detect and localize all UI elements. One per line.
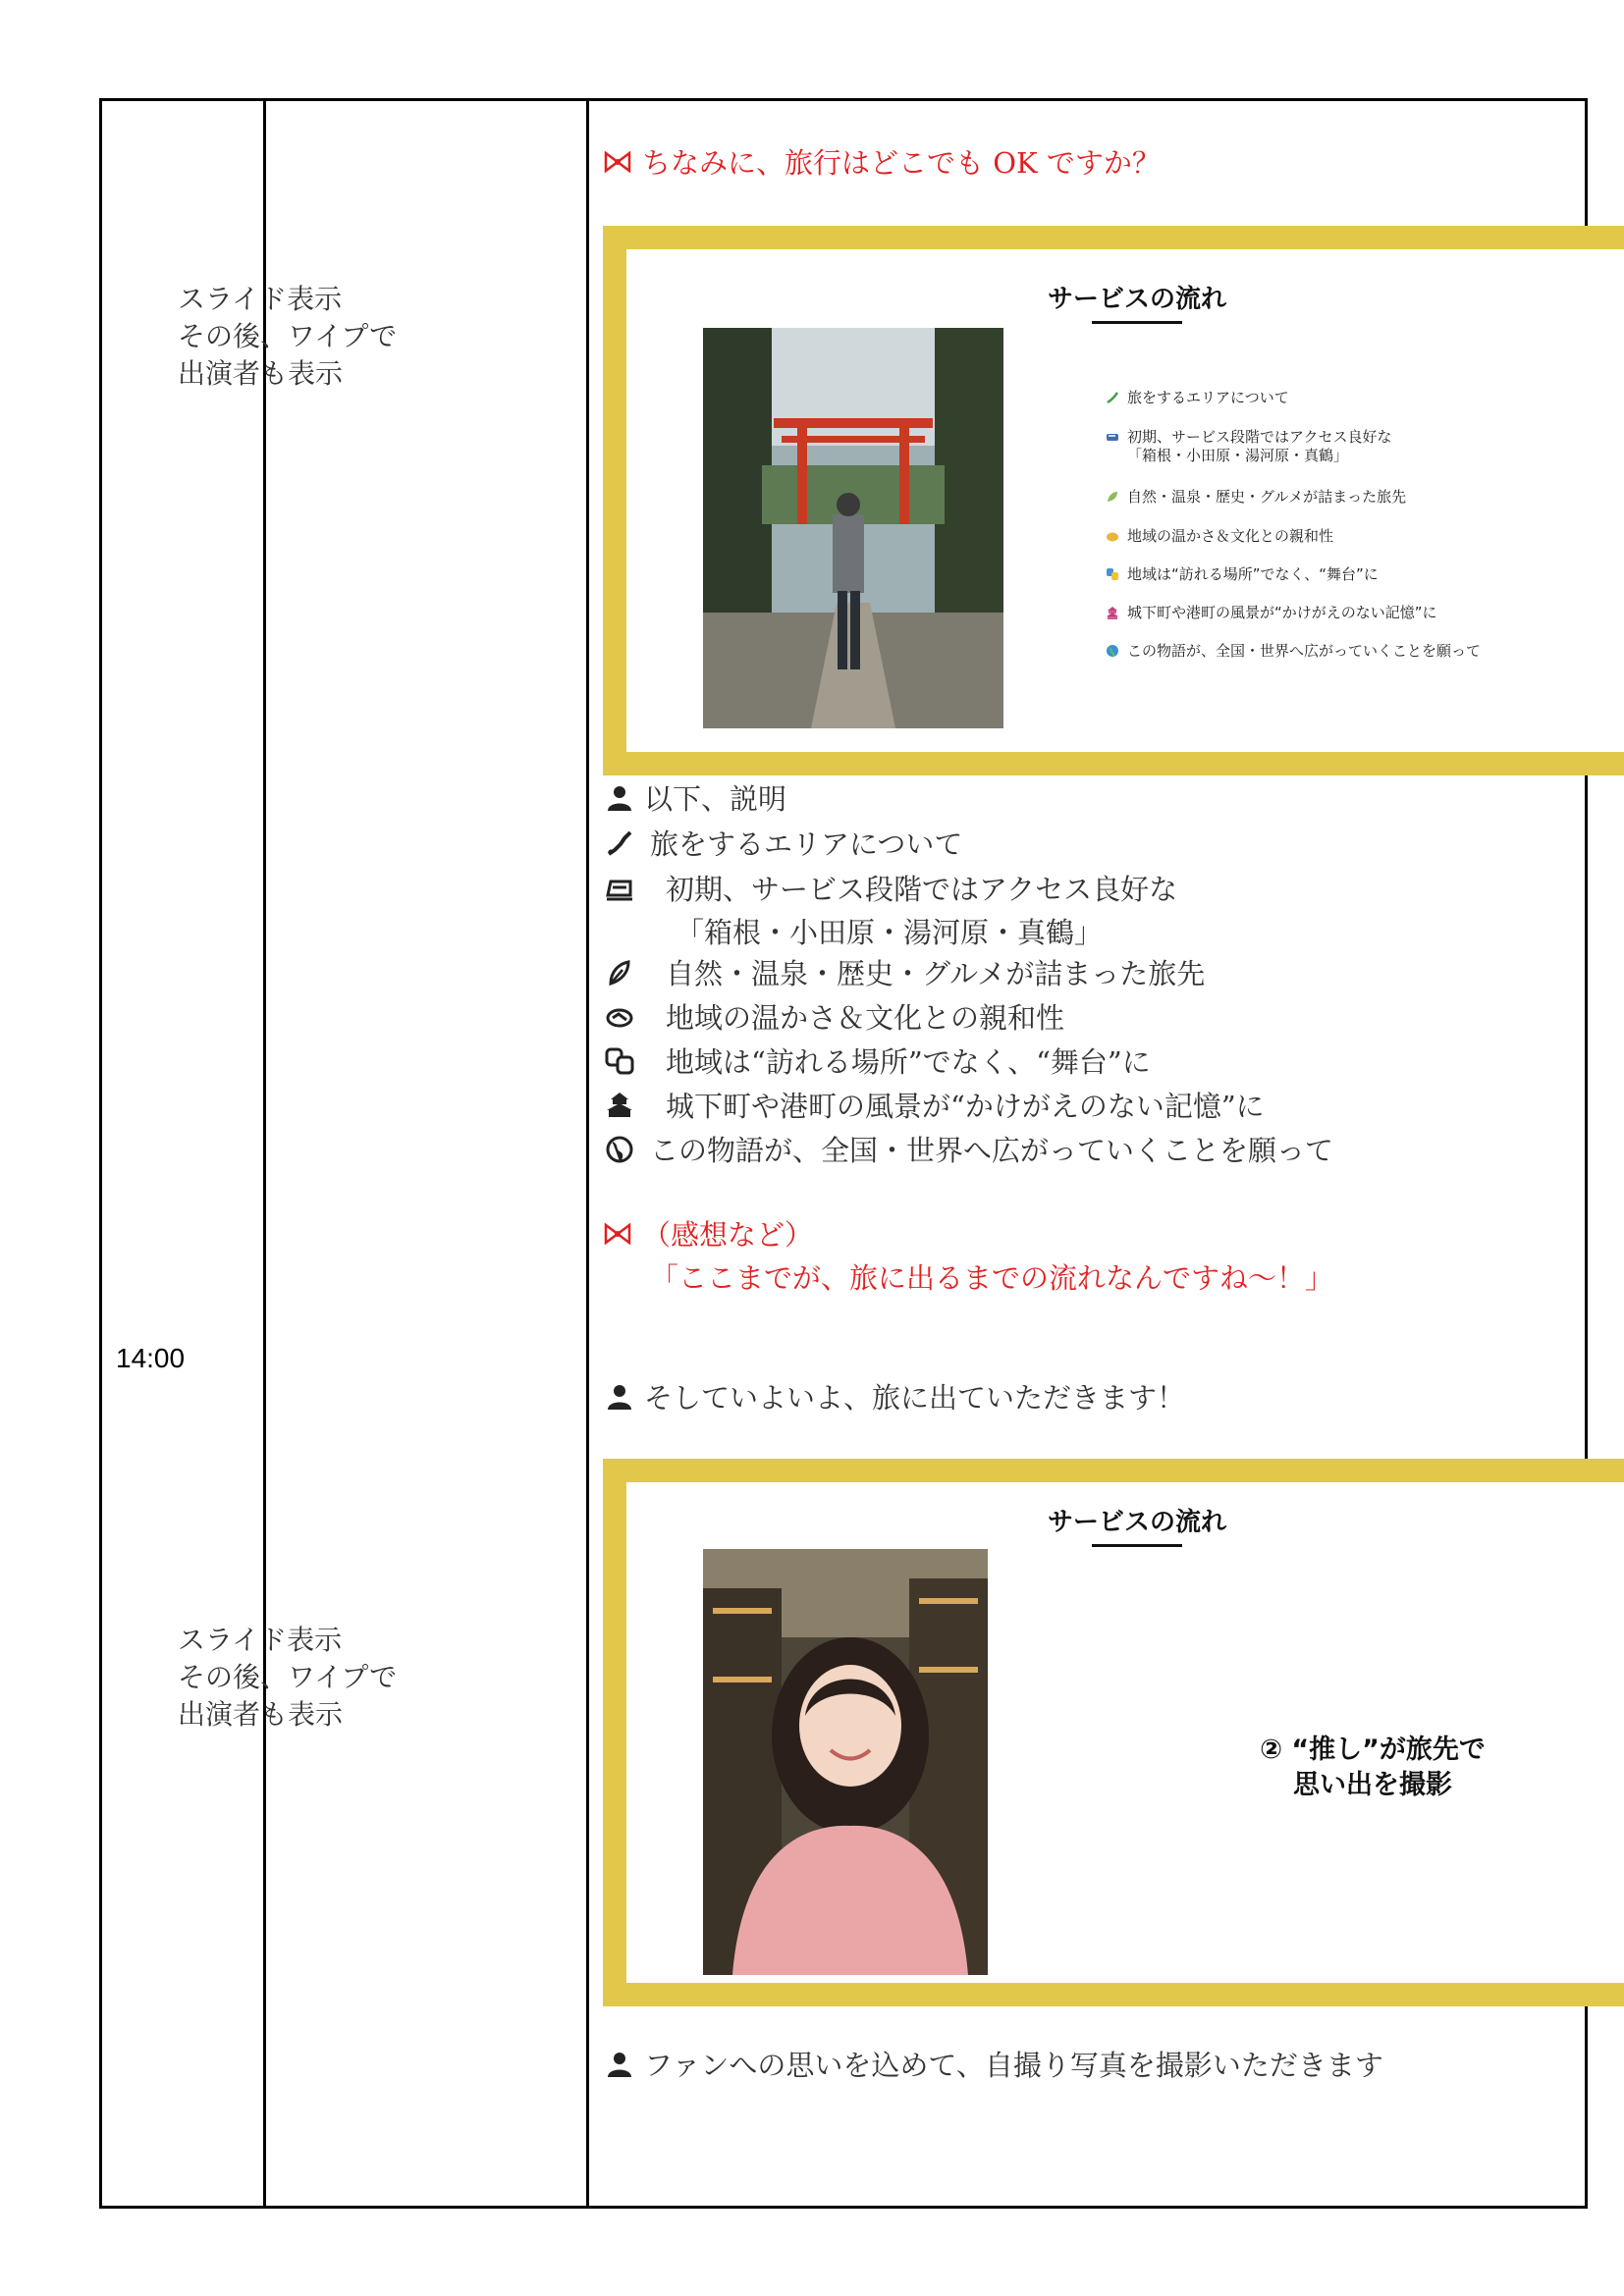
leaf-icon: [605, 958, 634, 988]
ribbon-icon: [603, 147, 632, 177]
train-icon: [1106, 430, 1119, 444]
slide-item-5: 地域は“訪れる場所”でなく、“舞台”に: [1106, 565, 1379, 584]
explanation-item-1: 旅をするエリアについて: [605, 823, 962, 863]
column-divider-2: [586, 101, 589, 2206]
japan-map-icon: [605, 828, 634, 858]
slide-item-2: 初期、サービス段階ではアクセス良好な 「箱根・小田原・湯河原・真鶴」: [1106, 428, 1392, 465]
slide-item-3: 自然・温泉・歴史・グルメが詰まった旅先: [1106, 488, 1406, 507]
globe-icon: [1106, 644, 1119, 658]
departure-line: そしていよいよ、旅に出ていただきます！: [605, 1376, 1185, 1416]
explanation-item-5: 地域は“訪れる場所”でなく、“舞台”に: [605, 1041, 1151, 1081]
torii-photo: [703, 328, 1003, 728]
explanation-heading: 以下、説明: [605, 777, 786, 818]
slide-item-4: 地域の温かさ＆文化との親和性: [1106, 527, 1333, 546]
slide-caption: ② “推し”が旅先で 思い出を撮影: [1260, 1735, 1486, 1800]
slide-title: サービスの流れ: [626, 1502, 1624, 1547]
person-icon: [605, 1382, 634, 1412]
explanation-item-2: 初期、サービス段階ではアクセス良好な: [605, 868, 1177, 908]
handshake-icon: [605, 1002, 634, 1032]
direction-note-2: スライド表示 その後、ワイプで 出演者も表示: [178, 1624, 398, 1731]
direction-note-1: スライド表示 その後、ワイプで 出演者も表示: [178, 283, 398, 390]
slide-item-7: この物語が、全国・世界へ広がっていくことを願って: [1106, 642, 1481, 661]
explanation-item-7: この物語が、全国・世界へ広がっていくことを願って: [605, 1129, 1333, 1169]
castle-icon: [605, 1091, 634, 1120]
time-cell: 14:00: [116, 1343, 186, 1373]
theater-masks-icon: [1106, 567, 1119, 581]
selfie-photo: [703, 1549, 988, 1975]
person-icon: [605, 783, 634, 813]
explanation-item-2b: 「箱根・小田原・湯河原・真鶴」: [676, 916, 1104, 949]
japan-map-icon: [1106, 391, 1119, 404]
selfie-line: ファンへの思いを込めて、自撮り写真を撮影いただきます: [605, 2044, 1383, 2084]
leaf-icon: [1106, 490, 1119, 504]
slide-item-1: 旅をするエリアについて: [1106, 389, 1289, 407]
slide-frame-2: [603, 1459, 1624, 2006]
theater-masks-icon: [605, 1046, 634, 1076]
slide-1: [626, 249, 1624, 752]
slide-item-6: 城下町や港町の風景が“かけがえのない記憶”に: [1106, 604, 1437, 622]
explanation-item-4: 地域の温かさ＆文化との親和性: [605, 996, 1064, 1037]
slide-2: [626, 1482, 1624, 1983]
reaction-line-1: （感想など）: [603, 1213, 813, 1254]
column-divider-1: [263, 101, 266, 2206]
castle-icon: [1106, 606, 1119, 619]
slide-frame-1: [603, 226, 1624, 775]
ribbon-icon: [603, 1219, 632, 1249]
intro-question: ちなみに、旅行はどこでも OK ですか？: [603, 141, 1161, 182]
reaction-line-2: 「ここまでが、旅に出るまでの流れなんですね〜！」: [650, 1261, 1334, 1295]
train-icon: [605, 874, 634, 903]
person-icon: [605, 2050, 634, 2079]
globe-icon: [605, 1135, 634, 1164]
slide-title: サービスの流れ: [626, 279, 1624, 324]
explanation-item-3: 自然・温泉・歴史・グルメが詰まった旅先: [605, 952, 1205, 992]
handshake-icon: [1106, 529, 1119, 543]
explanation-item-6: 城下町や港町の風景が“かけがえのない記憶”に: [605, 1085, 1265, 1125]
title-underline: [1092, 1544, 1182, 1547]
title-underline: [1092, 321, 1182, 324]
